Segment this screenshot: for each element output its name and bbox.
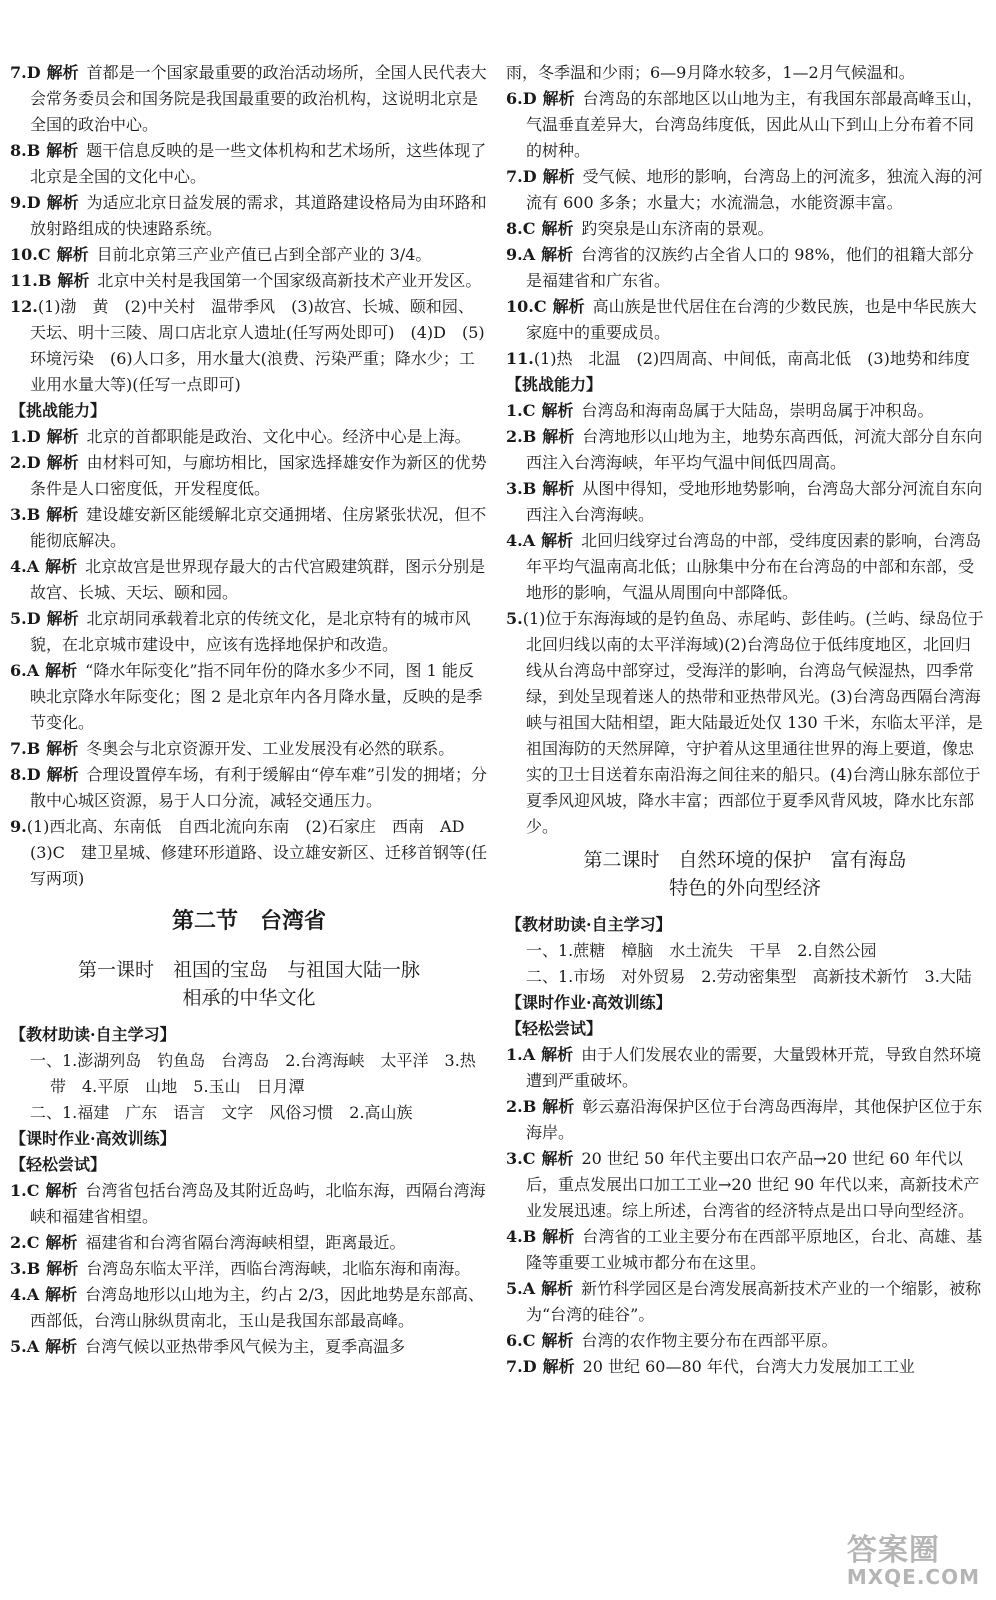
answer-item: 10.C 解析 高山族是世代居住在台湾的少数民族，也是中华民族大家庭中的重要成员。 [506, 297, 977, 342]
right-answers-group-2 [506, 398, 984, 840]
section-label-study: 【教材助读·自主学习】 [10, 1025, 176, 1044]
answer-item: 4.A 解析 北京故宫是世界现存最大的古代宫殿建筑群，图示分别是故宫、长城、天坛、颐和园。 [10, 557, 486, 602]
study-line: 一、1.澎湖列岛 钓鱼岛 台湾岛 2.台湾海峡 太平洋 3.热带 4.平原 山地 5.玉山 日月潭 [30, 1051, 476, 1096]
continuation-text: 雨，冬季温和少雨；6—9月降水较多，1—2月气候温和。 [506, 63, 915, 82]
study-line: 二、1.福建 广东 语言 文字 风俗习惯 2.高山族 [30, 1103, 413, 1122]
answer-item: 7.D 解析 20 世纪 60—80 年代，台湾大力发展加工工业 [506, 1357, 915, 1376]
answer-item: 3.B 解析 从图中得知，受地形地势影响，台湾岛大部分河流自东向西注入台湾海峡。 [506, 479, 983, 524]
answer-item: 4.A 解析 北回归线穿过台湾岛的中部，受纬度因素的影响，台湾岛年平均气温南高北低；山脉集中分布在台湾岛的中部和东部，受地形的影响，气温从周围向中部降低。 [506, 531, 982, 602]
answer-item: 6.D 解析 台湾岛的东部地区以山地为主，有我国东部最高峰玉山，气温垂直差异大，台湾岛纬度低，因此从山下到山上分布着不同的树种。 [506, 89, 983, 160]
answer-item: 8.D 解析 合理设置停车场，有利于缓解由“停车难”引发的拥堵；分散中心城区资源，易于人口分流，减轻交通压力。 [10, 765, 487, 810]
left-column [10, 60, 488, 1360]
section-label-homework: 【课时作业·高效训练】 [10, 1129, 176, 1148]
left-answers-group-1 [10, 60, 488, 398]
answer-item: 12.(1)渤 黄 (2)中关村 温带季风 (3)故宫、长城、颐和园、天坛、明十三陵、周口店北京人遗址(任写两处即可) (4)D (5)环境污染 (6)人口多，用水量大(浪费、污染严重；降水少；工业用水量大等)(任写一点即可) [10, 297, 485, 394]
answer-item: 9.A 解析 台湾省的汉族约占全省人口的 98%，他们的祖籍大部分是福建省和广东省。 [506, 245, 974, 290]
answer-item: 2.B 解析 台湾地形以山地为主，地势东高西低，河流大部分自东向西注入台湾海峡，年平均气温中间低四周高。 [506, 427, 983, 472]
section-label-easy: 【轻松尝试】 [10, 1155, 107, 1174]
answer-item: 7.D 解析 首都是一个国家最重要的政治活动场所，全国人民代表大会常务委员会和国务院是我国最重要的政治机构，这说明北京是全国的政治中心。 [10, 63, 487, 134]
answer-item: 1.C 解析 台湾岛和海南岛属于大陆岛，崇明岛属于冲积岛。 [506, 401, 934, 420]
answer-item: 5.A 解析 新竹科学园区是台湾发展高新技术产业的一个缩影，被称为“台湾的硅谷”。 [506, 1279, 982, 1324]
answer-item: 11.B 解析 北京中关村是我国第一个国家级高新技术产业开发区。 [10, 271, 482, 290]
section-title: 第二节 台湾省 [171, 908, 326, 934]
answer-item: 8.B 解析 题干信息反映的是一些文体机构和艺术场所，这些体现了北京是全国的文化中心。 [10, 141, 487, 186]
site-watermark [846, 1533, 980, 1590]
answer-item: 2.D 解析 由材料可知，与廊坊相比，国家选择雄安作为新区的优势条件是人口密度低，开发程度低。 [10, 453, 487, 498]
answer-item: 1.C 解析 台湾省包括台湾岛及其附近岛屿，北临东海，西隔台湾海峡和福建省相望。 [10, 1181, 486, 1226]
study-line: 一、1.蔗糖 樟脑 水土流失 干旱 2.自然公园 [526, 941, 877, 960]
answer-item: 11.(1)热 北温 (2)四周高、中间低，南高北低 (3)地势和纬度 [506, 349, 970, 368]
lesson-title: 第一课时 祖国的宝岛 与祖国大陆一脉 相承的中华文化 [77, 959, 420, 1009]
section-label-challenge: 【挑战能力】 [506, 375, 603, 394]
answer-item: 3.B 解析 建设雄安新区能缓解北京交通拥堵、住房紧张状况，但不能彻底解决。 [10, 505, 487, 550]
section-label-homework: 【课时作业·高效训练】 [506, 993, 672, 1012]
left-answers-group-2 [10, 424, 488, 892]
lesson-title: 第二课时 自然环境的保护 富有海岛 特色的外向型经济 [583, 849, 907, 899]
answer-item: 1.D 解析 北京的首都职能是政治、文化中心。经济中心是上海。 [10, 427, 471, 446]
answer-item: 7.D 解析 受气候、地形的影响，台湾岛上的河流多，独流入海的河流有 600 多条；水量大；水流湍急，水能资源丰富。 [506, 167, 983, 212]
study-line: 二、1.市场 对外贸易 2.劳动密集型 高新技术新竹 3.大陆 [526, 967, 972, 986]
answer-item: 5.A 解析 台湾气候以亚热带季风气候为主，夏季高温多 [10, 1337, 406, 1356]
answer-item: 6.C 解析 台湾的农作物主要分布在西部平原。 [506, 1331, 838, 1350]
answer-item: 5.(1)位于东海海域的是钓鱼岛、赤尾屿、彭佳屿。(兰屿、绿岛位于北回归线以南的太平洋海域)(2)台湾岛位于低纬度地区，北回归线从台湾岛中部穿过，受海洋的影响，台湾岛气候湿热，四季常绿，到处呈现着迷人的热带和亚热带风光。(3)台湾岛西隔台湾海峡与祖国大陆相望，距大陆最近处仅 130 千米，东临太平洋，是祖国海防的天然屏障，守护着从这里通往世界的海上要道，像忠实的卫士目送着东南沿海之间往来的船只。(4)台湾山脉东部位于夏季风迎风坡，降水丰富；西部位于夏季风背风坡，降水比东部少。 [506, 609, 984, 836]
right-answers-group-3 [506, 1042, 984, 1380]
watermark-url: MXQE.COM [846, 1565, 980, 1589]
section-label-easy: 【轻松尝试】 [506, 1019, 603, 1038]
watermark-text: 答案圈 [846, 1533, 940, 1568]
left-answers-group-3 [10, 1178, 488, 1360]
section-label-study: 【教材助读·自主学习】 [506, 915, 672, 934]
answer-item: 5.D 解析 北京胡同承载着北京的传统文化，是北京特有的城市风貌，在北京城市建设中，应该有选择地保护和改造。 [10, 609, 471, 654]
answer-item: 3.B 解析 台湾岛东临太平洋，西临台湾海峡，北临东海和南海。 [10, 1259, 471, 1278]
answer-item: 2.B 解析 彰云嘉沿海保护区位于台湾岛西海岸，其他保护区位于东海岸。 [506, 1097, 983, 1142]
answer-item: 4.B 解析 台湾省的工业主要分布在西部平原地区，台北、高雄、基隆等重要工业城市都分布在这里。 [506, 1227, 983, 1272]
section-label-challenge: 【挑战能力】 [10, 401, 107, 420]
answer-item: 6.A 解析 “降水年际变化”指不同年份的降水多少不同，图 1 能反映北京降水年际变化；图 2 是北京年内各月降水量，反映的是季节变化。 [10, 661, 483, 732]
answer-item: 1.A 解析 由于人们发展农业的需要，大量毁林开荒，导致自然环境遭到严重破坏。 [506, 1045, 982, 1090]
answer-item: 7.B 解析 冬奥会与北京资源开发、工业发展没有必然的联系。 [10, 739, 455, 758]
answer-item: 4.A 解析 台湾岛地形以山地为主，约占 2/3，因此地势是东部高、西部低，台湾山脉纵贯南北，玉山是我国东部最高峰。 [10, 1285, 484, 1330]
right-answers-group-1 [506, 86, 984, 372]
answer-item: 9.(1)西北高、东南低 自西北流向东南 (2)石家庄 西南 AD (3)C 建卫星城、修建环形道路、设立雄安新区、迁移首钢等(任写两项) [10, 817, 488, 888]
answer-item: 3.C 解析 20 世纪 50 年代主要出口农产品→20 世纪 60 年代以后，重点发展出口加工工业→20 世纪 90 年代以来，高新技术产业发展迅速。综上所述，台湾省的经济特点是出口导向型经济。 [506, 1149, 980, 1220]
answer-item: 9.D 解析 为适应北京日益发展的需求，其道路建设格局为由环路和放射路组成的快速路系统。 [10, 193, 487, 238]
answer-item: 2.C 解析 福建省和台湾省隔台湾海峡相望，距离最近。 [10, 1233, 406, 1252]
answer-item: 8.C 解析 趵突泉是山东济南的景观。 [506, 219, 774, 238]
answer-item: 10.C 解析 目前北京第三产业产值已占到全部产业的 3/4。 [10, 245, 432, 264]
right-column [506, 60, 984, 1380]
